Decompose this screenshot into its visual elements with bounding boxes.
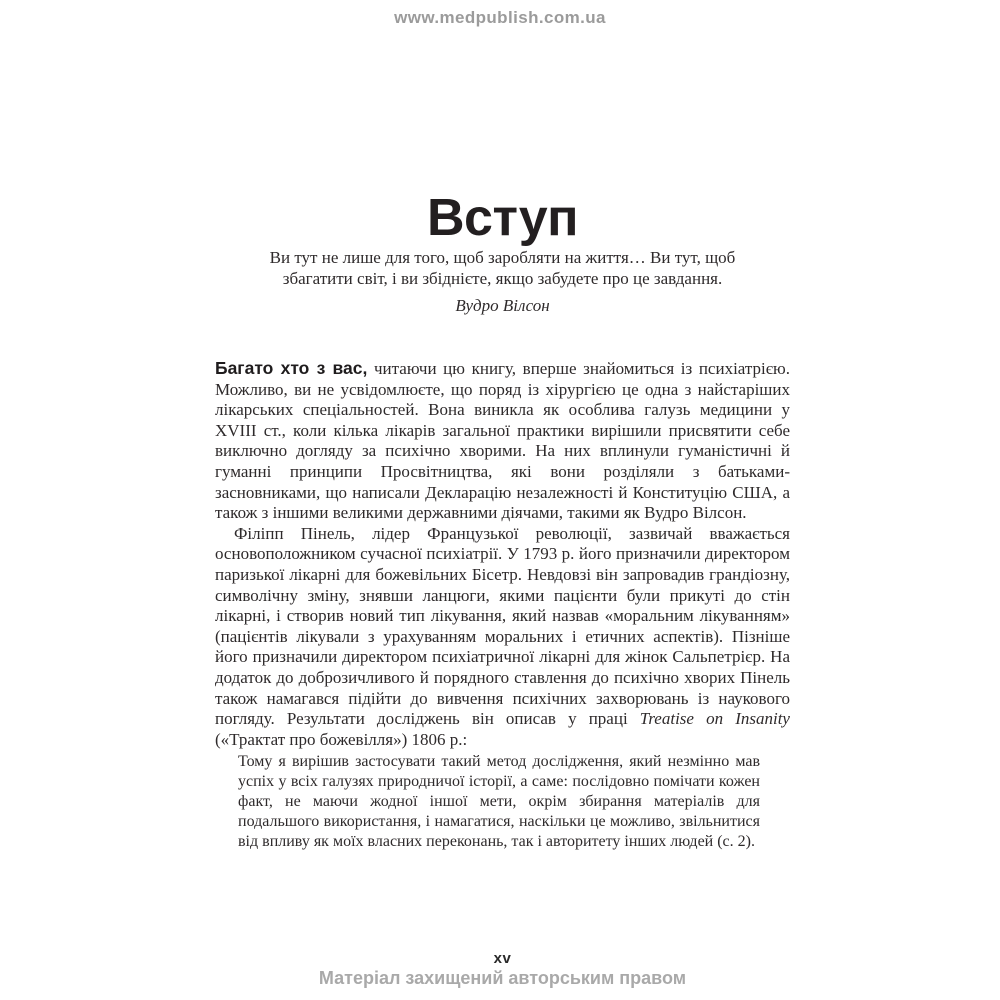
chapter-title: Вступ: [426, 188, 579, 247]
paragraph-2-text-after: («Трактат про божевілля») 1806 р.:: [215, 729, 468, 749]
publisher-url-watermark: www.medpublish.com.ua: [394, 8, 606, 27]
paragraph-1-text: читаючи цю книгу, вперше знайомиться із психіатрією. Можливо, ви не усвідомлюєте, що поряд із хірургією це одна з найстаріших лікарських спеціальностей. Вона виникла як особлива галузь медицини у XVIII ст., коли кілька лікарів загальної практики вирішили присвятити себе виключно догляду за психічно хворими. На них вплинули гуманістичні й гуманні принципи Просвітництва, які вони розділяли з батьками-засновниками, що написали Декларацію незалежності й Конституцію США, а також з іншими великими державними діячами, такими як Вудро Вілсон.: [215, 359, 791, 523]
epigraph-attribution: Вудро Вілсон: [455, 296, 550, 315]
paragraph-1: [215, 358, 790, 524]
body-text-block: [215, 358, 790, 750]
pinel-quote-block: Тому я вирішив застосувати такий метод дослідження, який незмінно мав успіх у всіх галузях природничої історії, а саме: послідовно помічати кожен факт, не маючи жодної іншої мети, окрім збирання матеріалів для подальшого використання, і намагатися, наскільки це можливо, звільнитися від впливу як моїх власних переконань, так і авторитету інших людей (с. 2).: [238, 753, 760, 850]
page-number: xv: [493, 950, 512, 967]
book-title-italic: Treatise on Insanity: [639, 709, 790, 729]
epigraph-text: Ви тут не лише для того, щоб заробляти на життя… Ви тут, щоб збагатити світ, і ви збіднієте, якщо забудете про це завдання.: [269, 248, 736, 288]
paragraph-2: [215, 524, 790, 751]
paragraph-2-text-before: Філіпп Пінель, лідер Французької революції, зазвичай вважається основоположником сучасної психіатрії. У 1793 р. його призначили директором паризької лікарні для божевільних Бісетр. Невдовзі він запровадив грандіозну, символічну зміну, знявши ланцюги, якими пацієнти були прикуті до стін лікарні, і створив новий тип лікування, який назвав «моральним лікуванням» (пацієнтів лікували з урахуванням моральних і етичних аспектів). Пізніше його призначили директором психіатричної лікарні для жінок Сальпетрієр. На додаток до доброзичливого й порядного ставлення до психічно хворих Пінель також намагався підійти до вивчення психічних захворювань із наукового погляду. Результати досліджень він описав у праці: [215, 523, 790, 729]
copyright-notice: Матеріал захищений авторським правом: [318, 968, 687, 988]
epigraph-block: [215, 248, 790, 316]
paragraph-lead-in: Багато хто з вас,: [215, 358, 368, 378]
